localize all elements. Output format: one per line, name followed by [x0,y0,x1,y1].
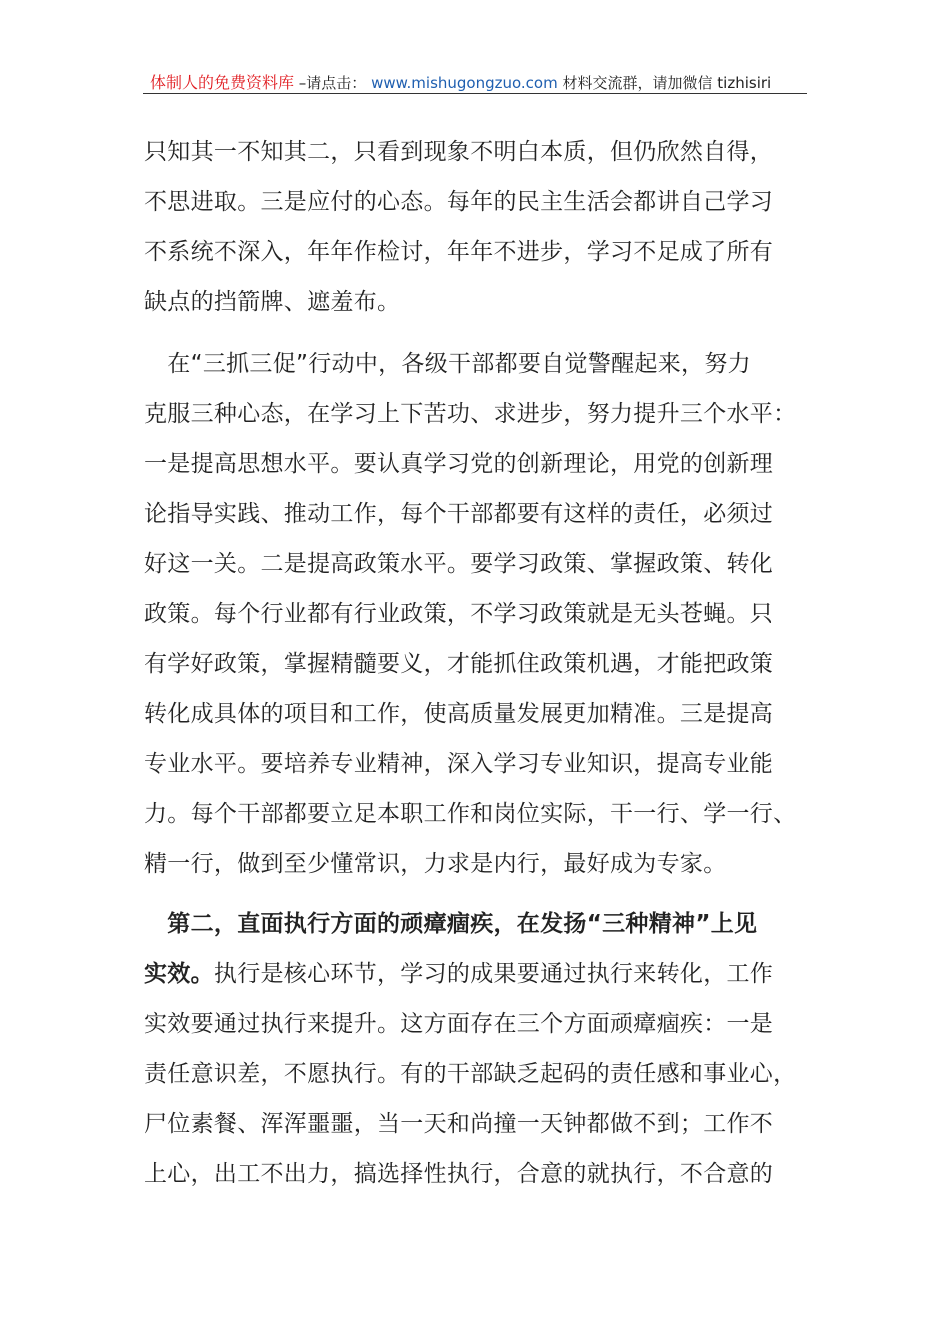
contact-text: 材料交流群，请加微信 tizhisiri [562,74,772,92]
text-line: 责任意识差，不愿执行。有的干部缺乏起码的责任感和事业心， [144,1061,797,1087]
text-line: 尸位素餐、浑浑噩噩，当一天和尚撞一天钟都做不到；工作不 [144,1111,774,1137]
text-line: 好这一关。二是提高政策水平。要学习政策、掌握政策、转化 [144,551,774,577]
header-divider [143,93,807,94]
text-line: 专业水平。要培养专业精神，深入学习专业知识，提高专业能 [144,751,774,777]
text-line: 实效要通过执行来提升。这方面存在三个方面顽瘴痼疾：一是 [144,1011,774,1037]
website-link[interactable]: www.mishugongzuo.com [371,74,558,92]
text-line [144,905,757,938]
text-line: 精一行，做到至少懂常识，力求是内行，最好成为专家。 [144,851,727,877]
text-line: 在“三抓三促”行动中，各级干部都要自觉警醒起来，努力 [144,351,751,377]
text-line: 力。每个干部都要立足本职工作和岗位实际，干一行、学一行、 [144,801,797,827]
bold-heading: 实效。 [144,961,214,987]
text-line: 有学好政策，掌握精髓要义，才能抓住政策机遇，才能把政策 [144,651,774,677]
text-line: 上心，出工不出力，搞选择性执行，合意的就执行，不合意的 [144,1161,774,1187]
text-span: 执行是核心环节，学习的成果要通过执行来转化，工作 [213,961,774,987]
brand-text: 体制人的免费资料库 [150,73,295,92]
page-header [150,70,805,93]
text-line: 只知其一不知其二，只看到现象不明白本质，但仍欣然自得， [144,139,774,165]
text-line: 政策。每个行业都有行业政策，不学习政策就是无头苍蝇。只 [144,601,774,627]
text-line: 不系统不深入，年年作检讨，年年不进步，学习不足成了所有 [144,239,774,265]
text-line: 不思进取。三是应付的心态。每年的民主生活会都讲自己学习 [144,189,774,215]
text-line: 一是提高思想水平。要认真学习党的创新理论，用党的创新理 [144,451,774,477]
prompt-text: –请点击： [298,74,367,92]
text-line: 转化成具体的项目和工作，使高质量发展更加精准。三是提高 [144,701,774,727]
text-line [144,955,773,988]
bold-heading: 第二，直面执行方面的顽瘴痼疾，在发扬“三种精神”上见 [144,911,758,937]
text-line: 克服三种心态，在学习上下苦功、求进步，努力提升三个水平： [144,401,797,427]
text-line: 缺点的挡箭牌、遮羞布。 [144,289,401,315]
text-line: 论指导实践、推动工作，每个干部都要有这样的责任，必须过 [144,501,774,527]
